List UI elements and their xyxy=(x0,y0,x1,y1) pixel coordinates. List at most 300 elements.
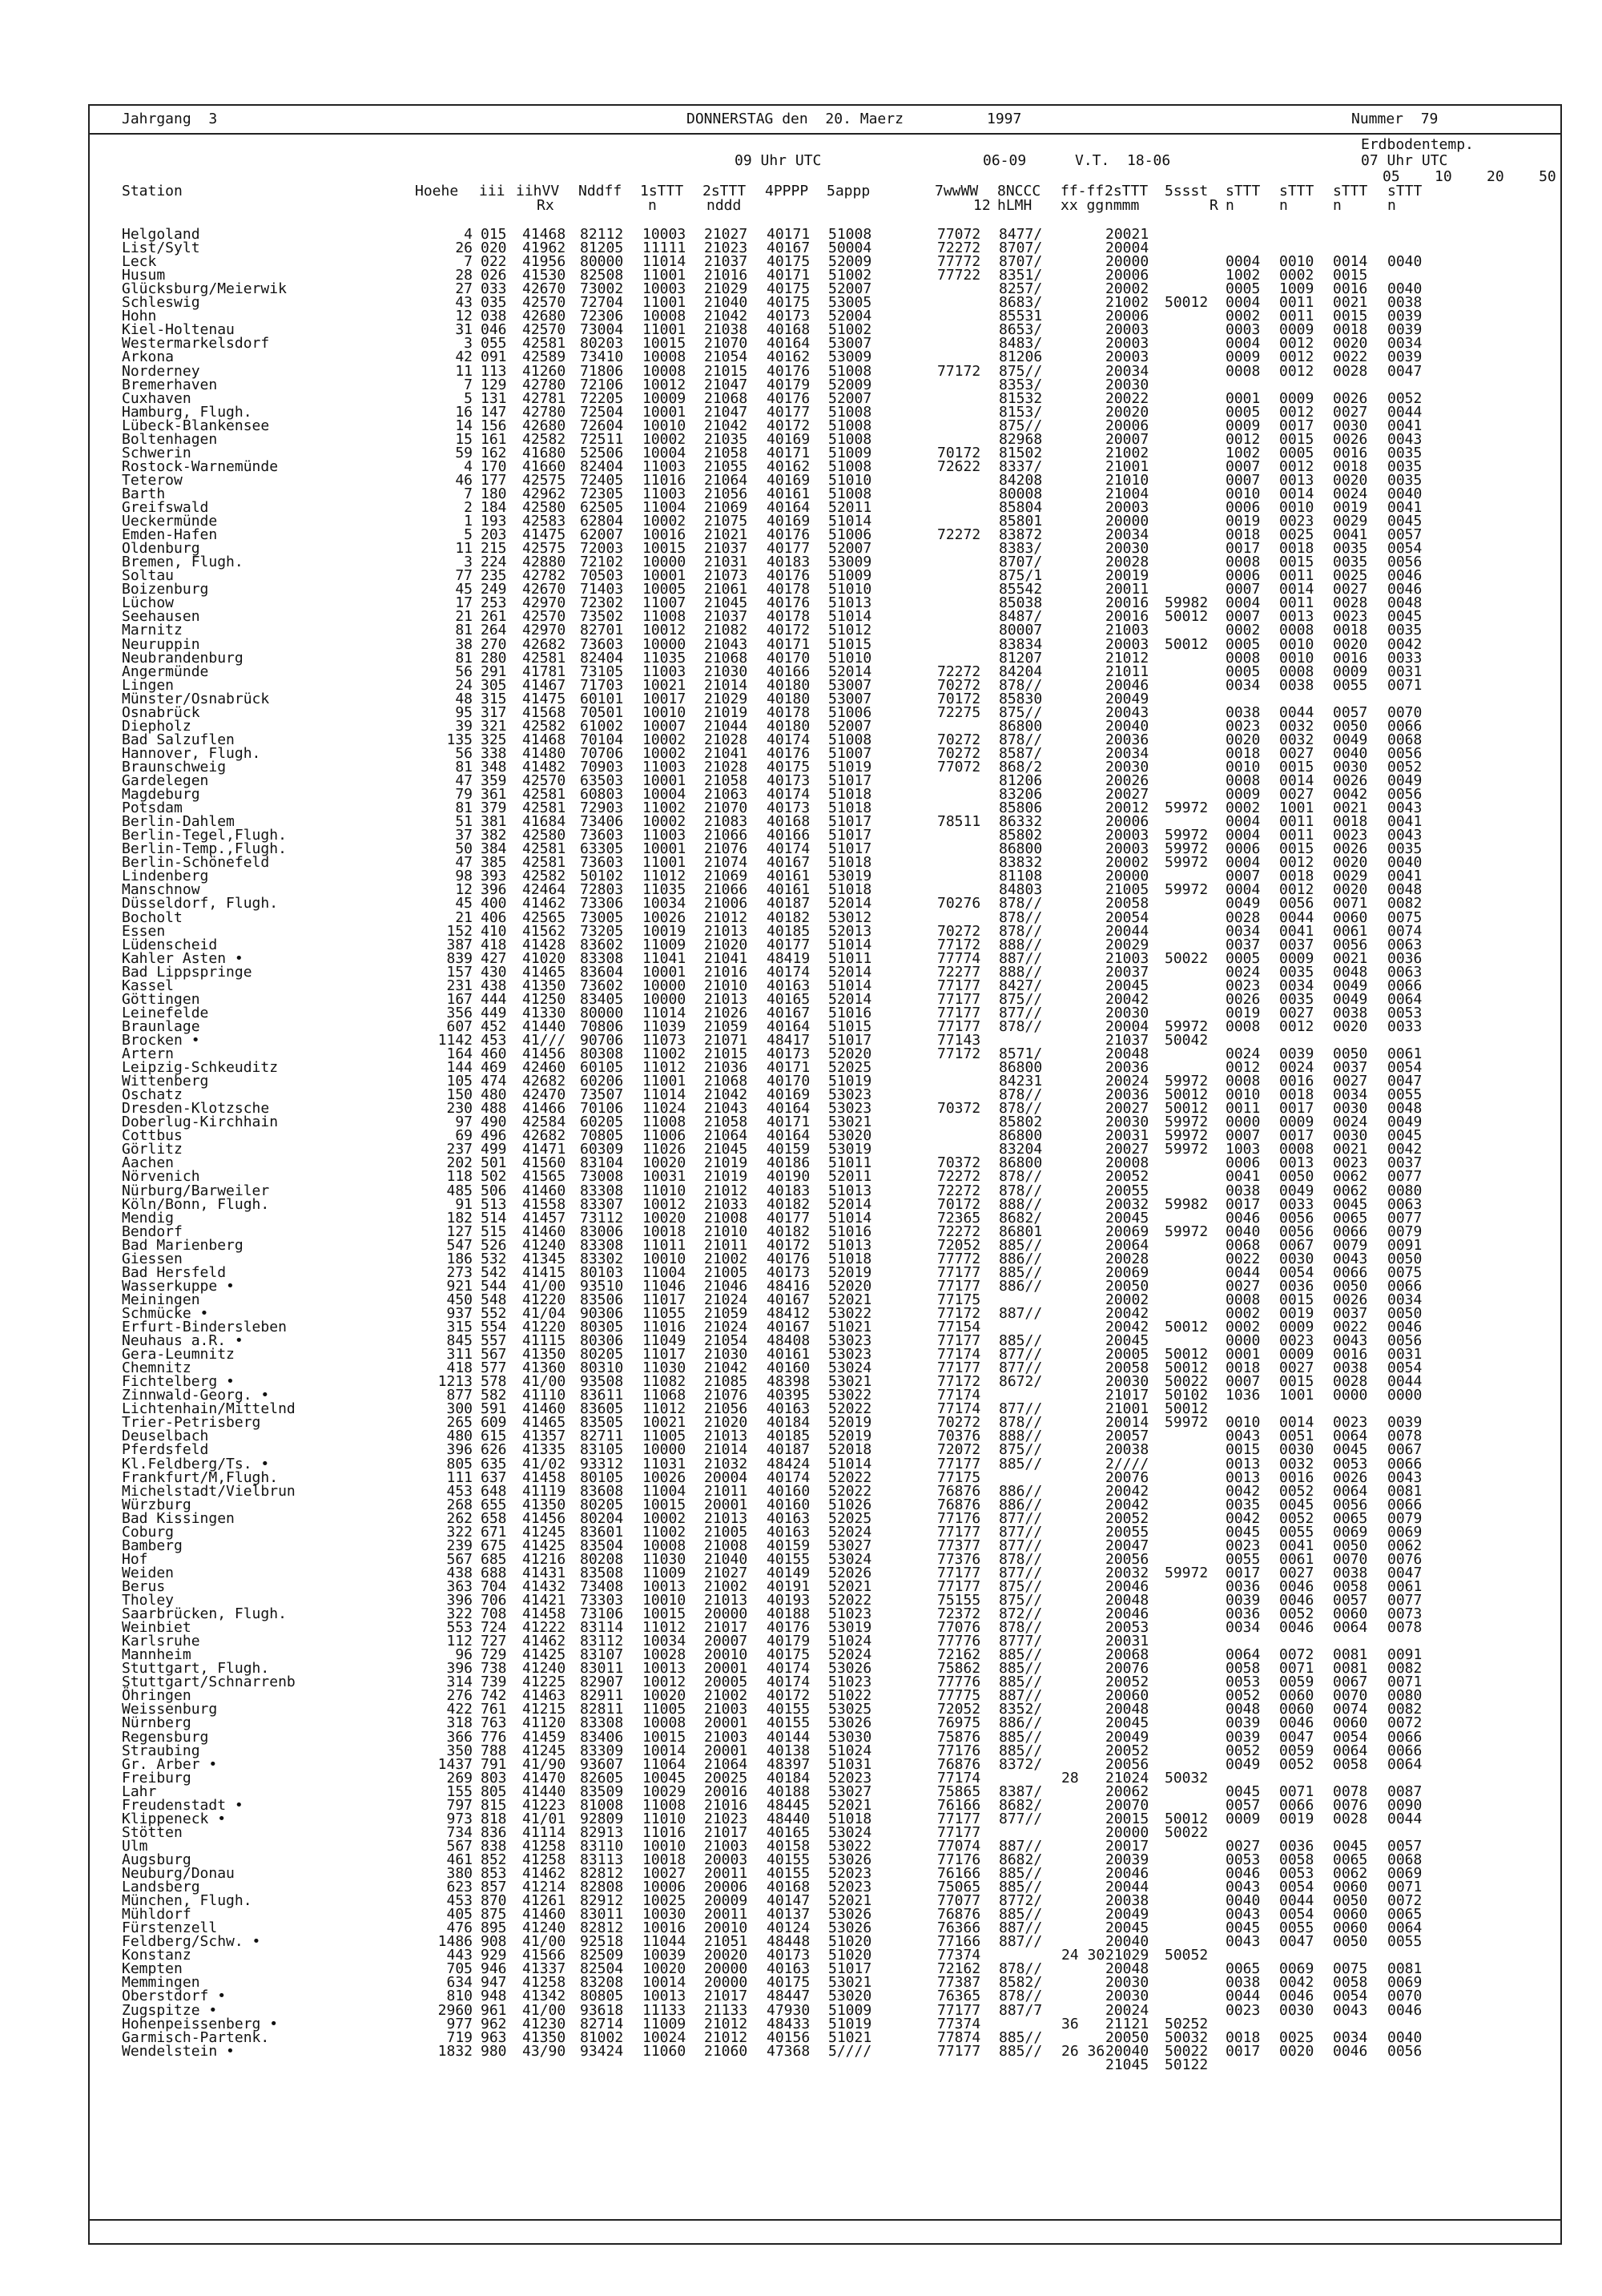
table-cell: 0000 xyxy=(1226,1332,1261,1350)
table-cell: 20048 xyxy=(1105,1701,1149,1718)
table-cell: 77177 xyxy=(937,1523,981,1541)
table-cell: 73410 xyxy=(580,348,624,366)
table-cell: 93618 xyxy=(580,2001,624,2019)
table-cell: 59972 xyxy=(1165,840,1209,858)
table-cell: 20052 xyxy=(1105,1509,1149,1527)
table-cell: 80008 xyxy=(999,485,1043,502)
table-cell: 40174 xyxy=(767,1660,811,1678)
table-cell: 20039 xyxy=(1105,1851,1149,1868)
table-cell: 21003 xyxy=(1105,622,1149,639)
table-cell: 26 36 xyxy=(1061,2042,1105,2060)
table-cell: 0049 xyxy=(1333,977,1368,994)
table-cell: 53019 xyxy=(828,1619,872,1637)
table-cell: 0049 xyxy=(1226,1755,1261,1773)
table-cell: 0023 xyxy=(1279,1332,1314,1350)
table-cell: 0027 xyxy=(1279,786,1314,804)
station-name: Würzburg xyxy=(122,1496,191,1513)
table-cell: 8777/ xyxy=(999,1633,1043,1650)
station-name: Bad Kissingen xyxy=(122,1509,235,1527)
table-cell: 41240 xyxy=(522,1236,566,1254)
table-cell: 0018 xyxy=(1226,744,1261,762)
table-cell: 40187 xyxy=(767,895,811,912)
table-cell: 83308 xyxy=(580,949,624,967)
table-cell: 0018 xyxy=(1333,813,1368,831)
table-cell: 0023 xyxy=(1333,1154,1368,1172)
table-cell: 40160 xyxy=(767,1359,811,1377)
table-cell: 11003 xyxy=(642,457,686,475)
table-cell: 0057 xyxy=(1333,703,1368,721)
table-cell: 77172 xyxy=(937,1304,981,1322)
table-cell: 40163 xyxy=(767,1523,811,1541)
table-cell: 21056 xyxy=(704,1400,748,1418)
table-cell: 877// xyxy=(999,1004,1043,1021)
table-cell: 21069 xyxy=(704,868,748,885)
station-name: Potsdam xyxy=(122,800,183,817)
table-cell: 21016 xyxy=(704,963,748,981)
table-cell: 41462 xyxy=(522,895,566,912)
table-cell: 73507 xyxy=(580,1086,624,1104)
table-cell: 77166 xyxy=(937,1933,981,1951)
table-cell: 41684 xyxy=(522,813,566,831)
table-cell: 72511 xyxy=(580,430,624,448)
table-cell: 42970 xyxy=(522,594,566,612)
table-cell: 85806 xyxy=(999,800,1043,817)
table-cell: 75862 xyxy=(937,1660,981,1678)
table-cell: 11082 xyxy=(642,1373,686,1391)
table-cell: 20004 xyxy=(704,1468,748,1486)
table-cell: 20024 xyxy=(1105,1073,1149,1090)
table-cell: 40184 xyxy=(767,1414,811,1432)
table-cell: 875// xyxy=(999,1577,1043,1595)
table-cell: 0020 xyxy=(1226,731,1261,748)
table-cell: 348 xyxy=(481,758,507,775)
table-cell: 868/2 xyxy=(999,758,1043,775)
table-cell: 0014 xyxy=(1333,253,1368,271)
report-sheet xyxy=(88,104,1562,2245)
table-cell: 11014 xyxy=(642,1004,686,1021)
table-cell: 888// xyxy=(999,936,1043,953)
table-cell: 0049 xyxy=(1279,1182,1314,1199)
table-cell: 20030 xyxy=(1105,758,1149,775)
table-cell: 502 xyxy=(481,1168,507,1186)
table-cell: 70806 xyxy=(580,1017,624,1035)
table-cell: 51011 xyxy=(828,949,872,967)
table-cell: 80308 xyxy=(580,1045,624,1062)
table-cell: 70106 xyxy=(580,1100,624,1118)
table-cell: 40167 xyxy=(767,854,811,872)
table-cell: 0065 xyxy=(1333,1209,1368,1227)
table-cell: 77172 xyxy=(937,1045,981,1062)
table-cell: 21068 xyxy=(704,389,748,407)
table-cell: 81206 xyxy=(999,348,1043,366)
table-cell: 0027 xyxy=(1279,1564,1314,1581)
table-cell: 0040 xyxy=(1387,2028,1423,2046)
table-cell: 671 xyxy=(481,1523,507,1541)
table-cell: 48417 xyxy=(767,1031,811,1049)
table-cell: 21011 xyxy=(704,1482,748,1500)
table-cell: 20000 xyxy=(1105,513,1149,530)
table-cell: 83006 xyxy=(580,1223,624,1240)
table-cell: 15 xyxy=(455,430,473,448)
table-cell: 21046 xyxy=(704,1277,748,1295)
table-cell: 21042 xyxy=(704,417,748,434)
table-cell: 0058 xyxy=(1333,1755,1368,1773)
table-cell: 70172 xyxy=(937,444,981,461)
table-cell: 50032 xyxy=(1165,2028,1209,2046)
table-cell: 51018 xyxy=(828,881,872,899)
table-cell: 40174 xyxy=(767,1674,811,1691)
table-cell: 10008 xyxy=(642,308,686,325)
table-cell: 51014 xyxy=(828,513,872,530)
table-cell: 41250 xyxy=(522,990,566,1008)
table-cell: 10002 xyxy=(642,513,686,530)
table-cell: 10012 xyxy=(642,1674,686,1691)
station-name: Schleswig xyxy=(122,294,200,312)
table-cell: 42680 xyxy=(522,308,566,325)
table-cell: 10004 xyxy=(642,786,686,804)
table-cell: 20048 xyxy=(1105,1045,1149,1062)
table-cell: 83309 xyxy=(580,1742,624,1759)
table-cell: 235 xyxy=(481,567,507,585)
table-cell: 76166 xyxy=(937,1865,981,1882)
table-cell: 21045 xyxy=(704,594,748,612)
table-cell: 0043 xyxy=(1226,1879,1261,1896)
table-cell: 0073 xyxy=(1387,1605,1423,1623)
table-cell: 11002 xyxy=(642,1045,686,1062)
table-cell: 0027 xyxy=(1226,1277,1261,1295)
table-cell: 0009 xyxy=(1279,1319,1314,1335)
table-cell: 0008 xyxy=(1226,772,1261,789)
table-cell: 0082 xyxy=(1387,1660,1423,1678)
table-cell: 70272 xyxy=(937,731,981,748)
station-name: Mendig xyxy=(122,1209,175,1227)
table-cell: 52014 xyxy=(828,663,872,680)
table-cell: 046 xyxy=(481,321,507,339)
table-cell: 0036 xyxy=(1279,1837,1314,1855)
table-cell: 0061 xyxy=(1387,1577,1423,1595)
table-cell: 76876 xyxy=(937,1755,981,1773)
table-cell: 90306 xyxy=(580,1304,624,1322)
table-cell: 11009 xyxy=(642,1564,686,1581)
table-cell: 53020 xyxy=(828,1988,872,2005)
table-cell: 83602 xyxy=(580,936,624,953)
table-cell: 0041 xyxy=(1387,813,1423,831)
table-cell: 0035 xyxy=(1387,457,1423,475)
table-cell: 77772 xyxy=(937,253,981,271)
table-cell: 0014 xyxy=(1279,772,1314,789)
table-cell: 0042 xyxy=(1387,1141,1423,1158)
table-cell: 8582/ xyxy=(999,1974,1043,1992)
table-cell: 11035 xyxy=(642,881,686,899)
table-cell: 231 xyxy=(446,977,473,994)
table-cell: 11024 xyxy=(642,1100,686,1118)
table-cell: 020 xyxy=(481,240,507,257)
table-cell: 8353/ xyxy=(999,376,1043,393)
table-cell: 20016 xyxy=(1105,608,1149,626)
table-cell: 705 xyxy=(446,1960,473,1978)
table-cell: 11031 xyxy=(642,1455,686,1472)
table-cell: 77 xyxy=(455,567,473,585)
table-cell: 8682/ xyxy=(999,1851,1043,1868)
table-cell: 40162 xyxy=(767,457,811,475)
table-cell: 51015 xyxy=(828,1017,872,1035)
table-cell: 40172 xyxy=(767,622,811,639)
table-cell: 8682/ xyxy=(999,1209,1043,1227)
table-cell: 0044 xyxy=(1279,703,1314,721)
table-cell: 53026 xyxy=(828,1919,872,1937)
table-cell: 0012 xyxy=(1279,403,1314,421)
table-cell: 0046 xyxy=(1279,1988,1314,2005)
table-cell: 480 xyxy=(446,1428,473,1445)
table-cell: 0078 xyxy=(1387,1428,1423,1445)
table-cell: 0034 xyxy=(1279,977,1314,994)
table-cell: 41120 xyxy=(522,1714,566,1732)
table-cell: 20007 xyxy=(1105,430,1149,448)
table-cell: 0043 xyxy=(1387,827,1423,844)
table-cell: 41216 xyxy=(522,1550,566,1568)
table-cell: 11026 xyxy=(642,1141,686,1158)
table-cell: 42670 xyxy=(522,280,566,298)
table-cell: 11001 xyxy=(642,1073,686,1090)
table-cell: 317 xyxy=(481,703,507,721)
station-name: Cottbus xyxy=(122,1127,183,1145)
table-cell: 40166 xyxy=(767,663,811,680)
table-cell: 20040 xyxy=(1105,2042,1149,2060)
station-name: Soltau xyxy=(122,567,175,585)
table-cell: 77774 xyxy=(937,949,981,967)
station-name: Michelstadt/Vielbrun xyxy=(122,1482,296,1500)
table-cell: 026 xyxy=(481,267,507,284)
table-cell: 0018 xyxy=(1226,1359,1261,1377)
station-name: Weissenburg xyxy=(122,1701,218,1718)
table-cell: 53026 xyxy=(828,1660,872,1678)
table-cell: 21030 xyxy=(704,663,748,680)
station-name: Berlin-Dahlem xyxy=(122,813,235,831)
station-name: Coburg xyxy=(122,1523,175,1541)
table-cell: 10028 xyxy=(642,1646,686,1664)
station-name: Lichtenhain/Mittelnd xyxy=(122,1400,296,1418)
table-cell: 0021 xyxy=(1333,294,1368,312)
table-cell: 0012 xyxy=(1279,457,1314,475)
table-cell: 577 xyxy=(481,1359,507,1377)
table-cell: 0005 xyxy=(1226,663,1261,680)
table-cell: 20038 xyxy=(1105,1892,1149,1910)
table-cell: 11064 xyxy=(642,1755,686,1773)
table-cell: 363 xyxy=(446,1577,473,1595)
table-cell: 21036 xyxy=(704,1059,748,1077)
table-cell: 0023 xyxy=(1333,827,1368,844)
table-cell: 82907 xyxy=(580,1674,624,1691)
table-cell: 11017 xyxy=(642,1291,686,1308)
table-cell: 26 xyxy=(455,240,473,257)
table-cell: 11005 xyxy=(642,1701,686,1718)
table-cell: 20019 xyxy=(1105,567,1149,585)
station-name: Teterow xyxy=(122,471,183,489)
station-name: Köln/Bonn, Flugh. xyxy=(122,1195,270,1213)
table-cell: 20057 xyxy=(1105,1428,1149,1445)
table-cell: 973 xyxy=(446,1810,473,1827)
table-cell: 0018 xyxy=(1226,526,1261,544)
table-cell: 51024 xyxy=(828,1742,872,1759)
table-cell: 20055 xyxy=(1105,1182,1149,1199)
station-name: Berlin-Schönefeld xyxy=(122,854,270,872)
table-cell: 0002 xyxy=(1226,308,1261,325)
table-cell: 155 xyxy=(446,1782,473,1800)
table-cell: 20030 xyxy=(1105,1988,1149,2005)
table-cell: 62804 xyxy=(580,513,624,530)
table-cell: 0075 xyxy=(1387,908,1423,926)
table-cell: 0015 xyxy=(1279,758,1314,775)
table-cell: 0010 xyxy=(1226,485,1261,502)
table-cell: 40165 xyxy=(767,1823,811,1841)
table-cell: 21016 xyxy=(704,1796,748,1814)
table-cell: 615 xyxy=(481,1428,507,1445)
table-cell: 20006 xyxy=(1105,417,1149,434)
table-cell: 0071 xyxy=(1387,1674,1423,1691)
table-cell: 10003 xyxy=(642,226,686,243)
table-cell: 51002 xyxy=(828,267,872,284)
table-cell: 20049 xyxy=(1105,690,1149,707)
table-cell: 51014 xyxy=(828,1455,872,1472)
table-cell: 40167 xyxy=(767,1319,811,1335)
table-cell: 41460 xyxy=(522,1223,566,1240)
table-cell: 21029 xyxy=(1105,1947,1149,1964)
table-cell: 11012 xyxy=(642,1059,686,1077)
table-cell: 0032 xyxy=(1279,731,1314,748)
table-cell: 47930 xyxy=(767,2001,811,2019)
column-label: ff-ff xyxy=(1061,183,1105,199)
table-cell: 1486 xyxy=(437,1933,473,1951)
table-cell: 0044 xyxy=(1387,403,1423,421)
table-cell: 0053 xyxy=(1226,1851,1261,1868)
table-cell: 406 xyxy=(481,908,507,926)
table-cell: 0030 xyxy=(1333,1127,1368,1145)
table-cell: 0040 xyxy=(1333,744,1368,762)
table-cell: 888// xyxy=(999,1428,1043,1445)
table-cell: 0010 xyxy=(1279,499,1314,516)
table-cell: 82509 xyxy=(580,1947,624,1964)
table-cell: 21002 xyxy=(704,1250,748,1267)
table-cell: 51008 xyxy=(828,430,872,448)
table-cell: 269 xyxy=(446,1769,473,1786)
table-cell: 59972 xyxy=(1165,854,1209,872)
table-cell: 75865 xyxy=(937,1782,981,1800)
table-cell: 8153/ xyxy=(999,403,1043,421)
table-cell: 11003 xyxy=(642,663,686,680)
table-cell: 11044 xyxy=(642,1933,686,1951)
table-cell: 0038 xyxy=(1333,1004,1368,1021)
table-cell: 41466 xyxy=(522,1100,566,1118)
table-cell: 40155 xyxy=(767,1865,811,1882)
table-cell: 239 xyxy=(446,1537,473,1554)
table-cell: 485 xyxy=(446,1182,473,1199)
table-cell: 40191 xyxy=(767,1577,811,1595)
table-cell: 0048 xyxy=(1226,1701,1261,1718)
table-cell: 53012 xyxy=(828,908,872,926)
station-name: Saarbrücken, Flugh. xyxy=(122,1605,287,1623)
table-cell: 81502 xyxy=(999,444,1043,461)
station-name: Mannheim xyxy=(122,1646,191,1664)
table-cell: 21042 xyxy=(704,308,748,325)
table-cell: 270 xyxy=(481,635,507,653)
table-cell: 51020 xyxy=(828,1947,872,1964)
column-label: sTTT xyxy=(1333,183,1368,199)
table-cell: 0008 xyxy=(1226,1017,1261,1035)
table-cell: 0022 xyxy=(1333,1319,1368,1335)
table-cell: 40167 xyxy=(767,240,811,257)
table-cell: 542 xyxy=(481,1263,507,1281)
table-cell: 0054 xyxy=(1387,1059,1423,1077)
table-cell: 42682 xyxy=(522,1127,566,1145)
station-name: Essen xyxy=(122,922,166,940)
table-cell: 0017 xyxy=(1226,2042,1261,2060)
table-cell: 3 xyxy=(464,554,473,571)
table-cell: 59972 xyxy=(1165,1564,1209,1581)
table-cell: 11060 xyxy=(642,2042,686,2060)
table-cell: 51013 xyxy=(828,594,872,612)
station-name: Feldberg/Schw. • xyxy=(122,1933,261,1951)
table-cell: 59 xyxy=(455,444,473,461)
table-cell: 72504 xyxy=(580,403,624,421)
table-cell: 0039 xyxy=(1387,321,1423,339)
table-cell: 40185 xyxy=(767,1428,811,1445)
table-cell: 280 xyxy=(481,649,507,667)
table-cell: 0050 xyxy=(1333,1045,1368,1062)
table-cell: 20038 xyxy=(1105,1441,1149,1459)
table-cell: 877 xyxy=(446,1387,473,1404)
table-cell: 95 xyxy=(455,703,473,721)
station-name: Freiburg xyxy=(122,1769,191,1786)
table-cell: 0081 xyxy=(1333,1660,1368,1678)
station-name: Gardelegen xyxy=(122,772,209,789)
table-cell: 21032 xyxy=(704,1455,748,1472)
table-cell: 449 xyxy=(481,1004,507,1021)
table-cell: 0015 xyxy=(1279,840,1314,858)
column-label: 2sTTT xyxy=(1105,183,1149,199)
table-cell: 83872 xyxy=(999,526,1043,544)
table-cell: 0009 xyxy=(1226,417,1261,434)
table-cell: 557 xyxy=(481,1332,507,1350)
table-cell: 73502 xyxy=(580,608,624,626)
table-cell: 40182 xyxy=(767,1195,811,1213)
table-cell: 11001 xyxy=(642,267,686,284)
table-cell: 60309 xyxy=(580,1141,624,1158)
column-header-1: Erdbodentemp. xyxy=(1361,136,1474,153)
table-cell: 82112 xyxy=(580,226,624,243)
table-cell: 20001 xyxy=(704,1496,748,1513)
table-cell: 21045 xyxy=(704,1141,748,1158)
station-name: Wittenberg xyxy=(122,1073,209,1090)
table-cell: 76365 xyxy=(937,1988,981,2005)
table-cell: 21085 xyxy=(704,1373,748,1391)
table-cell: 80000 xyxy=(580,1004,624,1021)
table-cell: 10008 xyxy=(642,362,686,380)
station-name: Westermarkelsdorf xyxy=(122,335,270,352)
table-cell: 11016 xyxy=(642,1823,686,1841)
table-cell: 86800 xyxy=(999,1154,1043,1172)
table-cell: 62505 xyxy=(580,499,624,516)
table-cell: 0056 xyxy=(1333,1496,1368,1513)
table-cell: 488 xyxy=(481,1100,507,1118)
table-cell: 0046 xyxy=(1279,1577,1314,1595)
station-name: Hamburg, Flugh. xyxy=(122,403,252,421)
table-cell: 59972 xyxy=(1165,1017,1209,1035)
table-cell: 20004 xyxy=(1105,240,1149,257)
table-cell: 4 xyxy=(464,457,473,475)
table-cell: 10002 xyxy=(642,731,686,748)
table-cell: 20028 xyxy=(1105,1250,1149,1267)
table-cell: 10000 xyxy=(642,977,686,994)
